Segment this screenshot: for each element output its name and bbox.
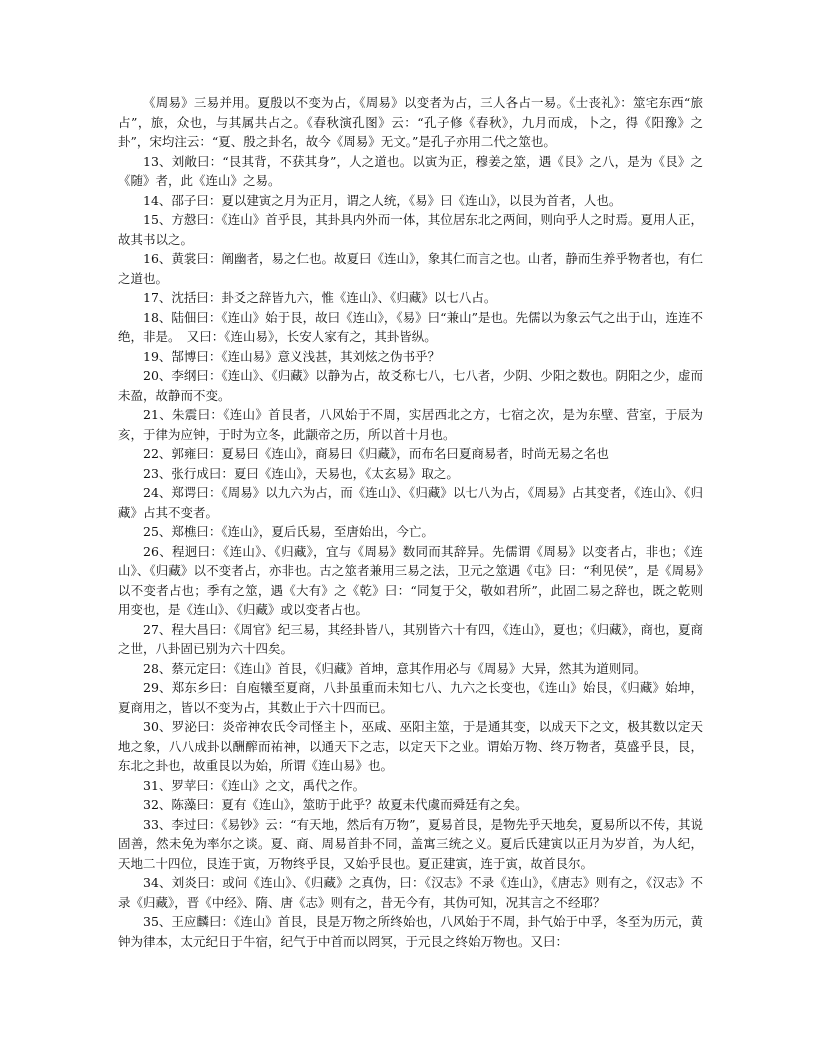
entry-24-zheng-e: 24、郑谔曰：《周易》以九六为占，而《连山》、《归藏》以七八为占，《周易》占其变者，《连山》、《归藏》占其不变者。	[118, 485, 703, 520]
entry-13-liu-chang: 13、刘敞曰：“艮其背，不获其身”，人之道也。以寅为正，穆姜之筮，遇《艮》之八，是为《艮》之《随》者，此《连山》之易。	[118, 153, 703, 188]
entry-25-zheng-qiao: 25、郑樵曰：《连山》，夏后氏易，至唐始出，今亡。	[143, 524, 434, 539]
entry-26-cheng-jiong: 26、程迥曰：《连山》、《归藏》，宜与《周易》数同而其辞异。先儒谓《周易》以变者占，非也；《连山》、《归藏》以不变者占，亦非也。古之筮者兼用三易之法，卫元之筮遇《屯》曰：“利见侯”，是《周易》以不变者占也；季有之筮，遇《大有》之《乾》曰：“同复于父，敬如君所”，此固二易之辞也，既之乾则用变也，是《连山》、《归藏》或以变者占也。	[118, 543, 703, 617]
entry-21-zhu-zhen: 21、朱震曰：《连山》首艮者，八风始于不周，实居西北之方，七宿之次，是为东壁、营室，于辰为亥，于律为应钟，于时为立冬，此颛帝之历，所以首十月也。	[118, 407, 703, 442]
entry-27-cheng-dachang: 27、程大昌曰：《周官》纪三易，其经卦皆八，其别皆六十有四，《连山》，夏也；《归藏》，商也，夏商之世，八卦固已别为六十四矣。	[118, 621, 703, 656]
entry-30-luo-mi: 30、罗泌曰：炎帝神农氏令司怪主卜，巫咸、巫阳主筮，于是通其变，以成天下之文，极其数以定天地之象，八八成卦以酬醡而祐神，以通天下之志，以定天下之业。谓始万物、终万物者，莫盛乎艮，艮，东北之卦也，故重艮以为始，所谓《连山易》也。	[118, 719, 703, 773]
entry-20-li-gang: 20、李纲曰：《连山》、《归藏》以静为占，故爻称七八，七八者，少阴、少阳之数也。阴阳之少，虚而未盈，故静而不变。	[118, 368, 703, 403]
entry-19-gao-bo: 19、郜博曰：《连山易》意义浅甚，其刘炫之伪书乎？	[143, 348, 441, 364]
entry-31-luo-ping: 31、罗苹曰：《连山》之文，禹代之作。	[143, 777, 366, 793]
entry-35-wang-yinglin: 35、王应麟曰：《连山》首艮，艮是万物之所终始也，八风始于不周，卦气始于中孚，冬至为历元，黄钟为律本，太元纪日于牛宿，纪气于中首而以罔冥，于元艮之终始万物也。又曰：	[118, 914, 703, 949]
entry-16-huang-shang: 16、黄裳曰：阐幽者，易之仁也。故夏曰《连山》，象其仁而言之也。山者，静而生养乎物者也，有仁之道也。	[118, 251, 703, 286]
entry-22-guo-yong: 22、郭雍曰：夏易曰《连山》，商易曰《归藏》，而布名曰夏商易者，时尚无易之名也	[143, 446, 609, 461]
entry-18-lu-dian: 18、陆佃曰：《连山》始于艮，故曰《连山》，《易》曰“兼山”是也。先儒以为象云气之出于山，连连不绝，非是。 又曰：《连山易》，长安人家有之，其卦皆纵。	[118, 309, 703, 344]
entry-28-cai-yuanding: 28、蔡元定曰：《连山》首艮，《归藏》首坤，意其作用必与《周易》大异，然其为道则同。	[143, 660, 647, 676]
entry-29-zheng-dongxiang: 29、郑东乡曰：自庖犧至夏商，八卦虽重而未知七八、九六之长变也，《连山》始艮，《归藏》始坤，夏商用之，皆以不变为占，其数止于六十四而已。	[118, 680, 703, 715]
entry-34-liu-yan: 34、刘炎曰：或问《连山》、《归藏》之真伪，曰：《汉志》不录《连山》，《唐志》则有之，《汉志》不录《归藏》，晋《中经》、隋、唐《志》则有之，昔无今有，其伪可知，况其言之不经耶？	[118, 875, 703, 910]
intro-paragraph: 《周易》三易并用。夏殷以不变为占，《周易》以变者为占，三人各占一易。《士丧礼》：筮宅东西“旅占”，旅，众也，与其属共占之。《春秋演孔图》云：“孔子修《春秋》，九月而成，卜之，得《阳豫》之卦”，宋均注云：“夏、殷之卦名，故今《周易》无文。”是孔子亦用二代之筮也。	[118, 95, 703, 149]
entry-23-zhang-xingcheng: 23、张行成曰：夏曰《连山》，天易也，《太玄易》取之。	[143, 465, 459, 481]
entry-32-chen-zao: 32、陈藻曰：夏有《连山》，筮昉于此乎？故夏未代虞而舜廷有之矣。	[143, 797, 528, 812]
document-page	[118, 93, 703, 951]
entry-17-shen-kuo: 17、沈括曰：卦爻之辞皆九六，惟《连山》、《归藏》以七八占。	[143, 290, 497, 305]
entry-14-shaozi: 14、邵子曰：夏以建寅之月为正月，谓之人统，《易》曰《连山》，以艮为首者，人也。	[143, 192, 622, 208]
entry-33-li-guo: 33、李过曰：《易钞》云：“有天地，然后有万物”，夏易首艮，是物先乎天地矣，夏易所以不传，其说固善，然未免为率尔之谈。夏、商、周易首卦不同，盖寓三统之义。夏后氏建寅以正月为岁首，为人纪，天地二十四位，艮连于寅，万物终乎艮，又始乎艮也。夏正建寅，连于寅，故首艮尔。	[118, 816, 703, 871]
entry-15-fang-que: 15、方慤曰：《连山》首乎艮，其卦具内外而一体，其位居东北之两间，则向乎人之时焉。夏用人正，故其书以之。	[118, 212, 703, 247]
